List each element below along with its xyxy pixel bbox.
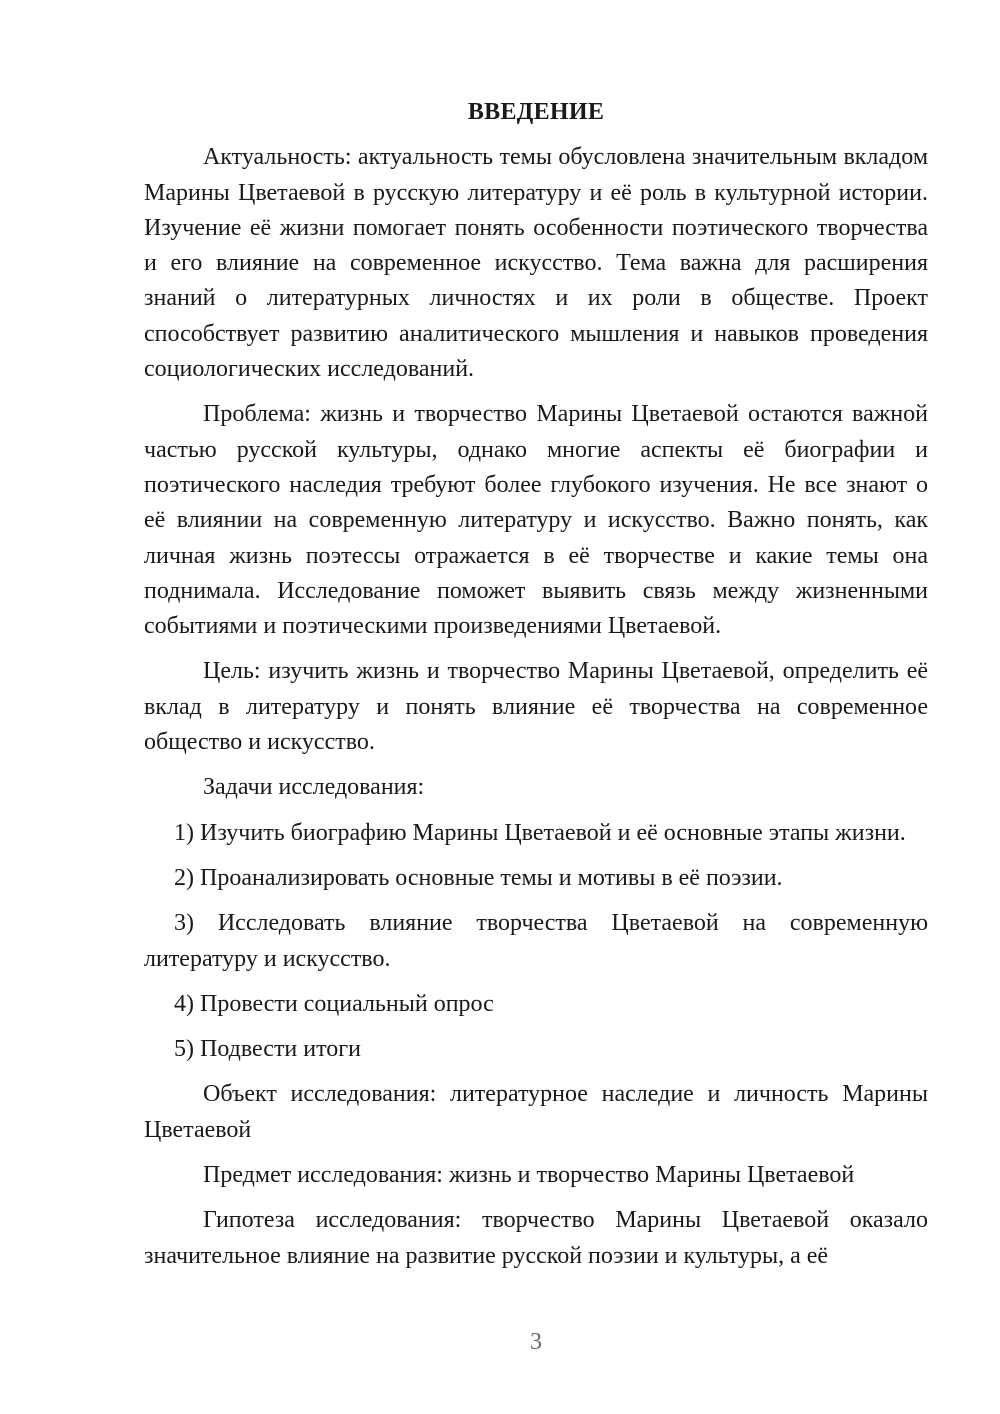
paragraph-hypothesis: Гипотеза исследования: творчество Марины Цветаевой оказало значительное влияние на развитие русской поэзии и культуры, а её	[144, 1207, 928, 1269]
paragraph-object: Объект исследования: литературное наследие и личность Марины Цветаевой	[144, 1081, 928, 1143]
task-item-4: 4) Провести социальный опрос	[174, 990, 494, 1017]
task-item-3: 3) Исследовать влияние творчества Цветаевой на современную литературу и искусство.	[144, 910, 928, 972]
task-item-5: 5) Подвести итоги	[174, 1036, 361, 1063]
section-heading: ВВЕДЕНИЕ	[467, 99, 605, 125]
task-item-2: 2) Проанализировать основные темы и мотивы в её поэзии.	[174, 864, 783, 891]
page-number: 3	[530, 1329, 542, 1355]
task-item-1: 1) Изучить биографию Марины Цветаевой и её основные этапы жизни.	[174, 819, 906, 846]
paragraph-goal: Цель: изучить жизнь и творчество Марины Цветаевой, определить её вклад в литературу и понять влияние её творчества на современное общество и искусство.	[144, 658, 928, 756]
tasks-title: Задачи исследования:	[203, 774, 425, 801]
paragraph-problem: Проблема: жизнь и творчество Марины Цветаевой остаются важной частью русской культуры, однако многие аспекты её биографии и поэтического наследия требуют более глубокого изучения. Не все знают о её влиянии на современную литературу и искусство. Важно понять, как личная жизнь поэтессы отражается в её творчестве и какие темы она поднимала. Исследование поможет выявить связь между жизненными событиями и поэтическими произведениями Цветаевой.	[144, 401, 928, 640]
page-content	[144, 95, 928, 1284]
paragraph-relevance: Актуальность: актуальность темы обусловлена значительным вкладом Марины Цветаевой в русскую литературу и её роль в культурной истории. Изучение её жизни помогает понять особенности поэтического творчества и его влияние на современное искусство. Тема важна для расширения знаний о литературных личностях и их роли в обществе. Проект способствует развитию аналитического мышления и навыков проведения социологических исследований.	[144, 144, 928, 383]
paragraph-subject: Предмет исследования: жизнь и творчество Марины Цветаевой	[203, 1162, 855, 1189]
